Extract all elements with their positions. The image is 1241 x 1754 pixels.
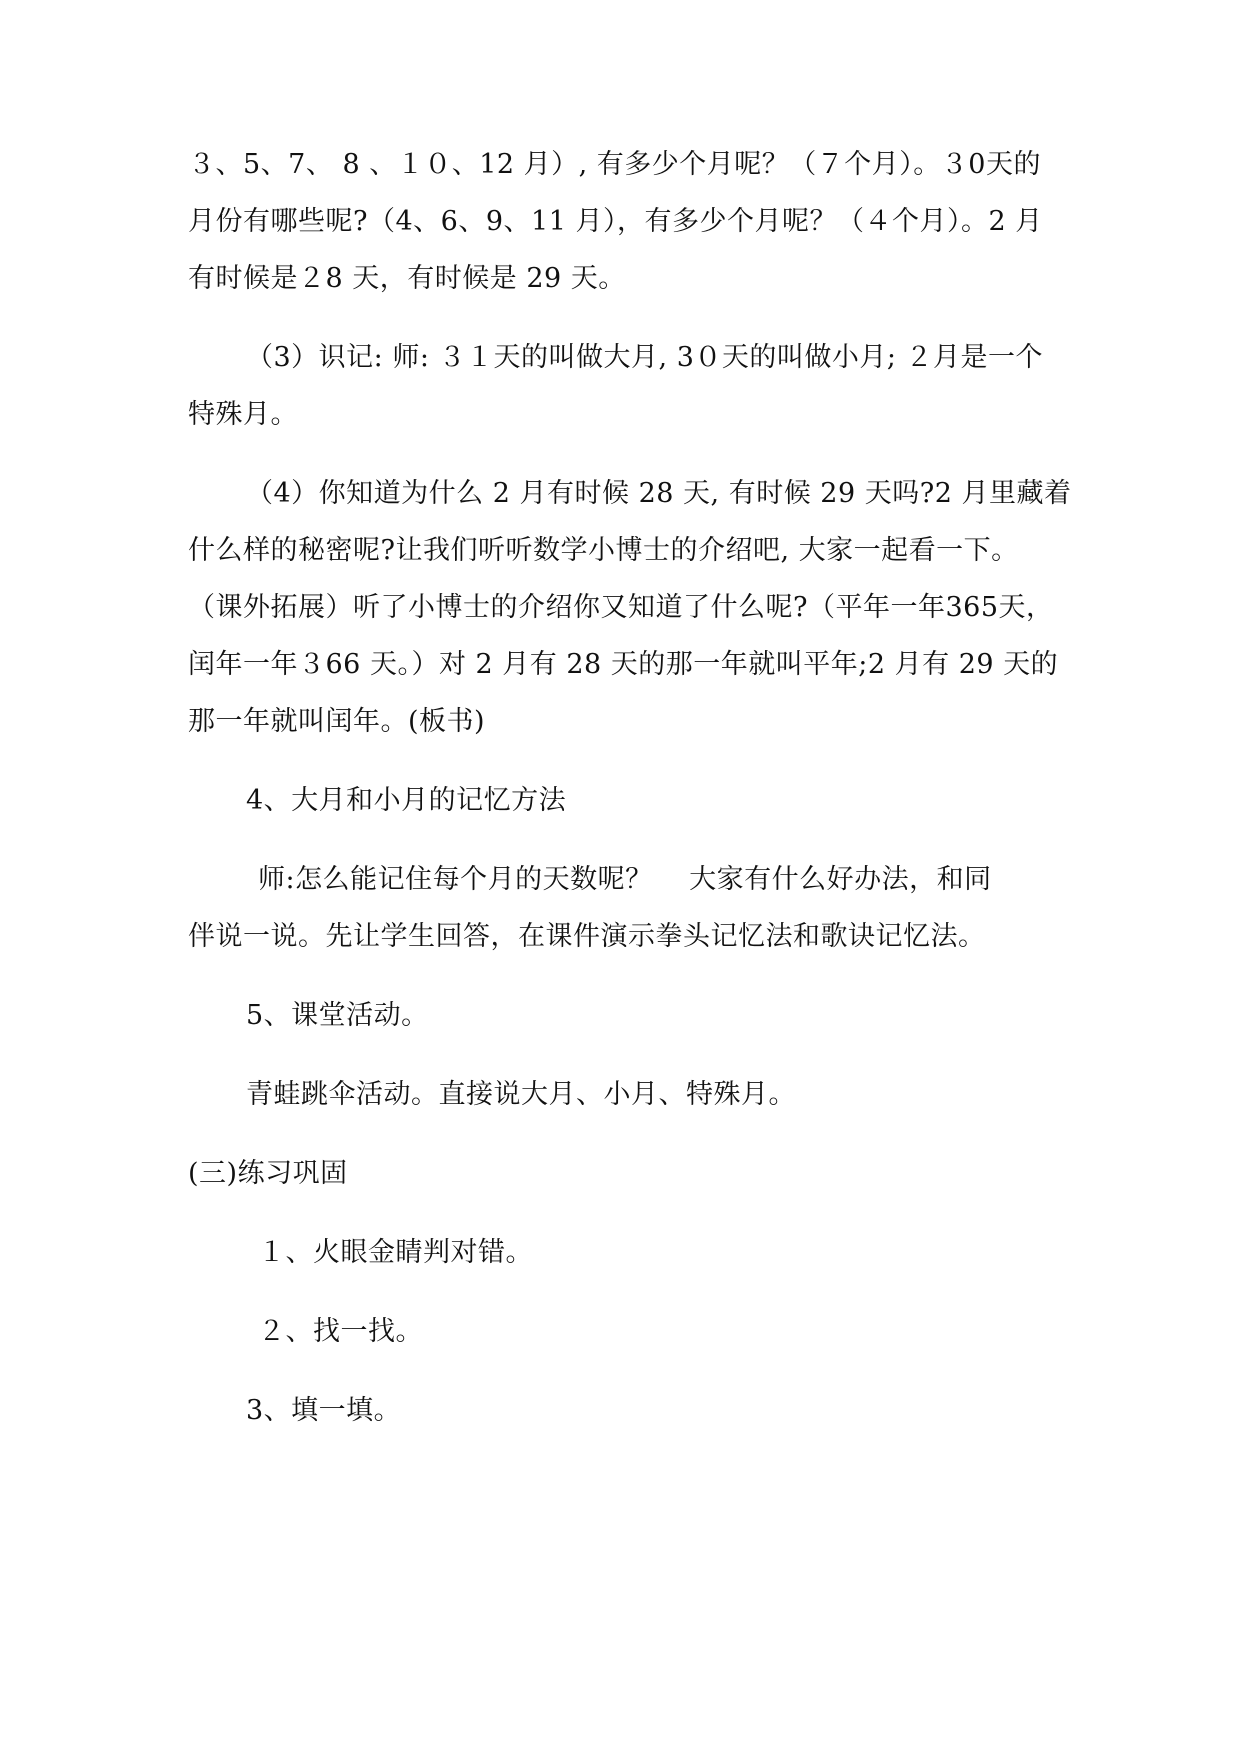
text-line-2: 月份有哪些呢?（4、6、9、11 月），有多少个月呢？（４个月）。2 月 [188,206,1043,237]
text-line-1: ３、5、7、 8 、１０、12 月）, 有多少个月呢？（７个月）。３0天的 [188,149,1041,180]
text-line-4: （3）识记: 师: ３１天的叫做大月, 3０天的叫做小月; ２月是一个 [246,342,1044,373]
text-line-7: 什么样的秘密呢?让我们听听数学小博士的介绍吧, 大家一起看一下。 [188,535,1019,566]
text-line-5: 特殊月。 [188,399,298,430]
section-heading-practice: (三)练习巩固 [188,1158,348,1189]
text-line-10: 那一年就叫闰年。(板书) [188,706,486,737]
text-line-13: 伴说一说。先让学生回答，在课件演示拳头记忆法和歌诀记忆法。 [188,921,986,952]
practice-item-3: 3、填一填。 [246,1395,402,1426]
text-line-9: 闰年一年３66 天。）对 2 月有 28 天的那一年就叫平年;2 月有 29 天的 [188,649,1059,680]
practice-item-2: ２、找一找。 [258,1316,423,1347]
section-heading-class-activity: 5、课堂活动。 [246,1000,429,1031]
text-line-15: 青蛙跳伞活动。直接说大月、小月、特殊月。 [246,1079,796,1110]
section-heading-memory-methods: 4、大月和小月的记忆方法 [246,785,567,816]
text-line-3: 有时候是２8 天，有时候是 29 天。 [188,263,626,294]
practice-item-1: １、火眼金睛判对错。 [258,1237,533,1268]
text-line-6: （4）你知道为什么 2 月有时候 28 天, 有时候 29 天吗?2 月里藏着 [246,478,1072,509]
text-line-8: （课外拓展）听了小博士的介绍你又知道了什么呢?（平年一年365天， [188,592,1054,623]
text-line-12: 师:怎么能记住每个月的天数呢？ 大家有什么好办法，和同 [258,864,992,895]
